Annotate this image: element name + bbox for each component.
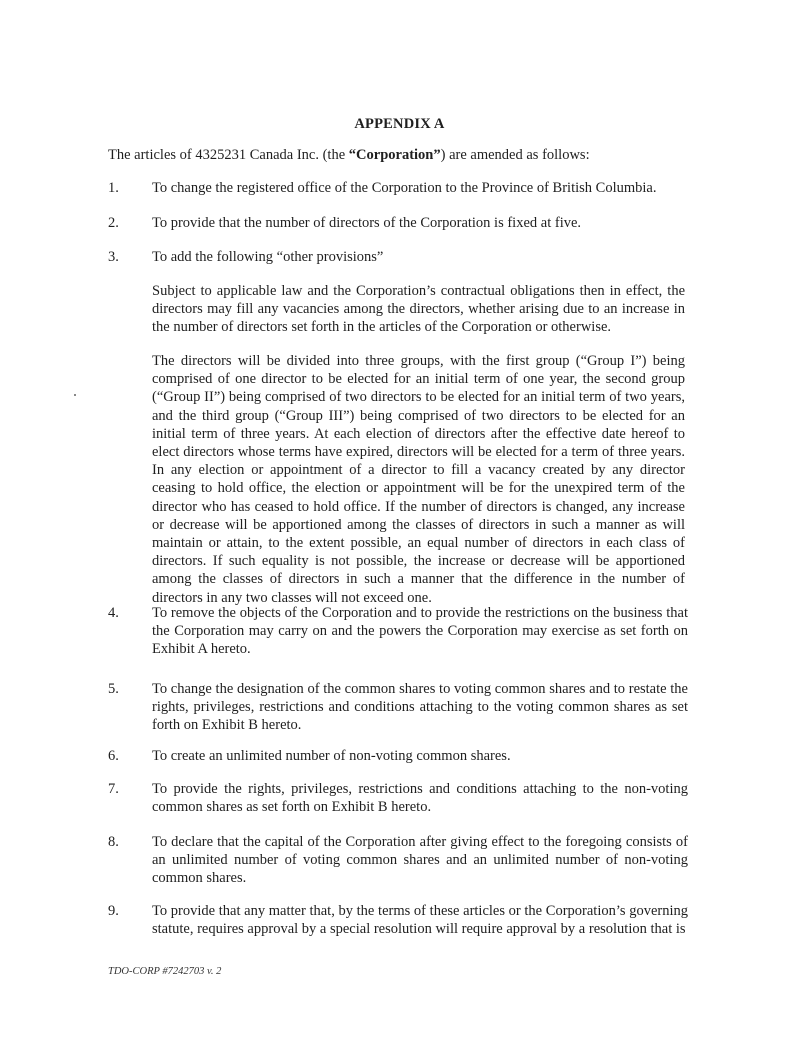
item-text: To change the designation of the common shares to voting common shares and to restate the rights, privileges, restrictions and conditions attaching to the voting common shares as set forth on Exhibit B hereto. <box>152 681 688 734</box>
scan-speck <box>74 394 76 396</box>
list-item-1 <box>108 179 688 197</box>
intro-text-before: The articles of 4325231 Canada Inc. (the <box>108 147 349 163</box>
item-number: 2. <box>108 215 119 231</box>
item-number: 5. <box>108 681 119 697</box>
item-number: 3. <box>108 249 119 265</box>
intro-text-after: ) are amended as follows: <box>440 147 590 163</box>
list-item-5 <box>108 680 688 735</box>
list-item-9 <box>108 902 688 938</box>
list-item-6 <box>108 747 688 765</box>
defined-term: “Corporation” <box>348 147 441 163</box>
list-item-7 <box>108 780 688 816</box>
list-item-8 <box>108 833 688 888</box>
item-number: 6. <box>108 748 119 764</box>
intro-paragraph <box>108 146 688 164</box>
document-footer-id: TDO-CORP #7242703 v. 2 <box>108 966 222 977</box>
item-text: To add the following “other provisions” <box>152 249 384 265</box>
other-provision-paragraph-1: Subject to applicable law and the Corporation’s contractual obligations then in effect, the directors may fill any vacancies among the directors, whether arising due to an increase in the number of directors set forth in the articles of the Corporation or otherwise. <box>152 283 685 336</box>
item-number: 4. <box>108 605 119 621</box>
list-item-3 <box>108 248 688 266</box>
item-number: 8. <box>108 834 119 850</box>
item-text: To change the registered office of the Corporation to the Province of British Columbia. <box>152 180 657 196</box>
item-text: To provide that the number of directors of the Corporation is fixed at five. <box>152 215 582 231</box>
other-provision-paragraph-2: The directors will be divided into three groups, with the first group (“Group I”) being comprised of one director to be elected for an initial term of one year, the second group (“Group II”) being comprised of two directors to be elected for an initial term of two years, and the third group (“Group III”) being comprised of two directors to be elected for an initial term of three years. At each election of directors after the effective date hereof to elect directors whose terms have expired, directors will be elected for a term of three years. In any election or appointment of a director to fill a vacancy created by any director ceasing to hold office, the election or appointment will be for the unexpired term of the director who has ceased to hold office. If the number of directors is changed, any increase or decrease will be apportioned among the classes of directors in such a manner as will maintain or attain, to the extent possible, an equal number of directors in each class of directors. If such equality is not possible, the increase or decrease will be apportioned among the classes of directors in such a manner that the difference in the number of directors in any two classes will not exceed one. <box>152 353 685 606</box>
list-item-4 <box>108 604 688 659</box>
page-title: APPENDIX A <box>354 116 445 132</box>
item-text: To remove the objects of the Corporation and to provide the restrictions on the business that the Corporation may carry on and the powers the Corporation may exercise as set forth on Exhibit A hereto. <box>152 605 688 658</box>
item-number: 9. <box>108 903 119 919</box>
item-text: To declare that the capital of the Corporation after giving effect to the foregoing consists of an unlimited number of voting common shares and an unlimited number of non-voting common shares. <box>152 834 688 887</box>
item-text: To create an unlimited number of non-voting common shares. <box>152 748 511 764</box>
item-number: 7. <box>108 781 119 797</box>
list-item-2 <box>108 214 688 232</box>
item-number: 1. <box>108 180 119 196</box>
item-text: To provide that any matter that, by the terms of these articles or the Corporation’s governing statute, requires approval by a special resolution will require approval by a resolution that is <box>152 903 688 938</box>
item-text: To provide the rights, privileges, restrictions and conditions attaching to the non-voting common shares as set forth on Exhibit B hereto. <box>152 781 688 816</box>
